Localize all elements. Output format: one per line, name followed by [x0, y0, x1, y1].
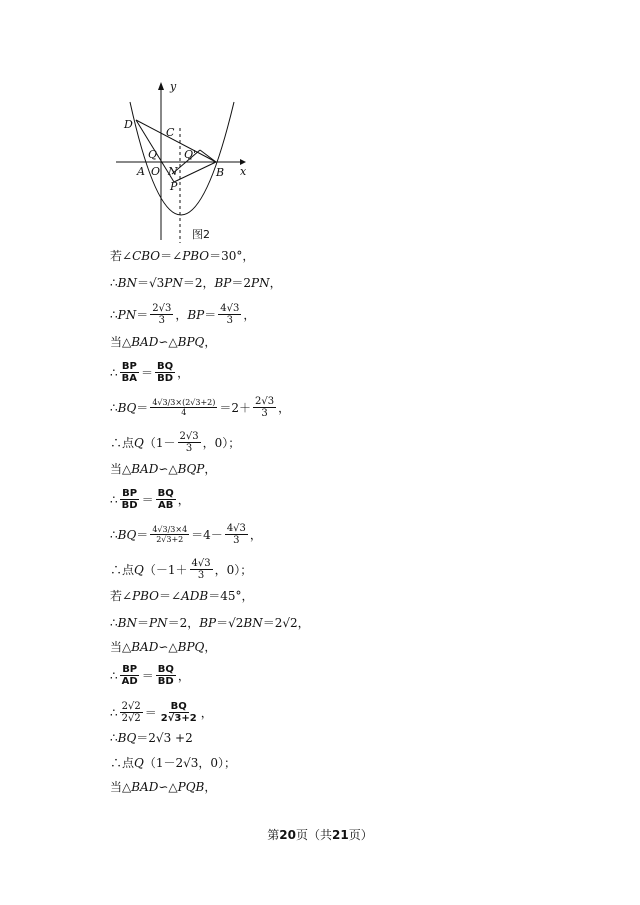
text: ∴点 — [110, 562, 135, 577]
numerator: 2√3 — [255, 396, 275, 407]
angle-name: CBO — [132, 249, 161, 263]
fraction — [120, 488, 140, 511]
text: ， — [278, 400, 291, 415]
text: ＝∠ — [159, 589, 182, 603]
text: ， — [177, 492, 190, 507]
line-5 — [110, 361, 189, 384]
denominator: BD — [121, 500, 138, 511]
text: 若∠ — [110, 589, 133, 603]
line-18 — [110, 756, 236, 770]
total-pages: 21 — [332, 828, 349, 842]
line-6 — [110, 396, 290, 419]
fraction — [120, 701, 143, 724]
text: ＝2， — [167, 616, 200, 630]
var: PN — [148, 616, 168, 630]
line-14 — [110, 640, 216, 654]
figure-caption: 图2 — [192, 228, 210, 241]
var: PN — [117, 307, 137, 322]
therefore: ∴ — [110, 705, 118, 720]
text: ＝2√3 +2 — [136, 731, 193, 745]
label-C: C — [166, 126, 175, 139]
text: ， — [243, 307, 256, 322]
line-11 — [110, 558, 252, 581]
numerator: 2√3 — [179, 431, 199, 442]
text: ＝ — [136, 527, 149, 542]
y-axis-arrow — [158, 82, 164, 90]
var: PN — [251, 276, 270, 290]
denominator: 3 — [233, 535, 240, 546]
denominator: 3 — [197, 570, 205, 581]
var: BP — [187, 307, 205, 322]
therefore: ∴ — [110, 365, 118, 380]
text: ＝45°， — [208, 589, 254, 603]
text: ， — [269, 276, 282, 290]
denominator: BD — [157, 676, 174, 687]
therefore: ∴ — [110, 400, 118, 415]
var: PN — [164, 276, 183, 290]
numerator: 4√3 — [220, 303, 240, 314]
therefore: ∴ — [110, 731, 118, 745]
triangle-name: PQB — [177, 780, 205, 794]
numerator: BQ — [157, 488, 174, 499]
fraction — [218, 303, 241, 326]
text: ＝ — [136, 400, 149, 415]
text: 当△ — [110, 335, 132, 349]
var: Q — [134, 435, 144, 450]
denominator: BA — [121, 373, 138, 384]
text: ＝√2 — [216, 616, 244, 630]
numerator: 4√3/3×(2√3+2) — [152, 398, 216, 407]
var: BP — [214, 276, 232, 290]
var: BN — [117, 616, 137, 630]
text: ， — [204, 335, 217, 349]
text: ， — [175, 307, 188, 322]
text: ， — [200, 705, 213, 720]
triangle-name: BAD — [131, 462, 159, 476]
var: BQ — [117, 731, 137, 745]
var: BN — [117, 276, 137, 290]
page-number: 20 — [279, 828, 296, 842]
numerator: BQ — [157, 664, 174, 675]
label-P: P — [170, 180, 178, 193]
triangle-name: BQP — [177, 462, 205, 476]
numerator: 4√3 — [226, 523, 246, 534]
parabola — [130, 102, 234, 215]
line-8 — [110, 462, 216, 476]
line-15 — [110, 664, 190, 687]
label-N: N — [168, 165, 178, 178]
var: BP — [199, 616, 217, 630]
line-9 — [110, 488, 190, 511]
label-Q: Q — [148, 148, 158, 161]
label-A: A — [137, 165, 145, 178]
text: ， — [204, 640, 217, 654]
line-2 — [110, 276, 282, 290]
text: 若∠ — [110, 249, 133, 263]
line-7 — [110, 431, 240, 454]
footer-text: 页） — [348, 828, 373, 842]
line-10 — [110, 523, 262, 546]
line-12 — [110, 589, 253, 603]
fraction — [225, 523, 248, 546]
denominator: 3 — [185, 443, 193, 454]
var: Q — [134, 756, 144, 770]
text: ∴点 — [110, 435, 135, 450]
text: ＝2， — [182, 276, 215, 290]
denominator: AB — [157, 500, 174, 511]
text: ＝2√2， — [262, 616, 310, 630]
label-D: D — [124, 118, 133, 131]
fraction — [150, 525, 189, 544]
denominator: 3 — [158, 315, 165, 326]
line-3 — [110, 303, 255, 326]
text: （1－2√3，0）； — [143, 756, 237, 770]
numerator: 2√3 — [152, 303, 172, 314]
text: ＝ — [136, 307, 149, 322]
text: ∽△ — [158, 640, 178, 654]
triangle-name: BAD — [131, 780, 159, 794]
label-O: O — [151, 165, 161, 178]
text: ， — [204, 780, 217, 794]
text: ＝2＋ — [219, 400, 252, 415]
line-16 — [110, 701, 213, 724]
numerator: BQ — [170, 701, 187, 712]
denominator: AD — [121, 676, 138, 687]
numerator: BP — [121, 361, 137, 372]
text: ＝ — [141, 492, 154, 507]
numerator: 4√3/3×4 — [152, 525, 188, 534]
text: ＝ — [144, 705, 157, 720]
fraction — [150, 398, 217, 417]
var: Q — [134, 562, 144, 577]
therefore: ∴ — [110, 276, 118, 290]
numerator: BQ — [157, 361, 174, 372]
denominator: 2√2 — [121, 713, 141, 724]
fraction — [178, 431, 201, 454]
fraction — [253, 396, 276, 419]
line-13 — [110, 616, 310, 630]
fraction — [120, 664, 140, 687]
numerator: 2√2 — [121, 701, 141, 712]
angle-name: PBO — [182, 249, 210, 263]
text: ＝2 — [231, 276, 252, 290]
line-1 — [110, 249, 254, 263]
fraction — [156, 664, 176, 687]
triangle-name: BPQ — [177, 335, 205, 349]
geometry-figure — [112, 78, 252, 243]
text: ∽△ — [158, 462, 178, 476]
text: ＝∠ — [160, 249, 183, 263]
var: BQ — [117, 527, 137, 542]
text: ＝4－ — [191, 527, 223, 542]
text: ∽△ — [158, 780, 178, 794]
denominator: 4 — [181, 408, 187, 417]
denominator: 2√3+2 — [156, 535, 184, 544]
numerator: BP — [122, 664, 138, 675]
text: ，0）； — [214, 562, 253, 577]
text: 当△ — [110, 780, 132, 794]
numerator: BP — [122, 488, 138, 499]
text: 当△ — [110, 462, 132, 476]
fraction — [155, 361, 175, 384]
therefore: ∴ — [110, 668, 118, 683]
line-4 — [110, 335, 216, 349]
text: ＝ — [141, 365, 154, 380]
therefore: ∴ — [110, 492, 118, 507]
denominator: 3 — [261, 408, 268, 419]
text: 当△ — [110, 640, 132, 654]
footer-text: 页（共 — [295, 828, 332, 842]
numerator: 4√3 — [191, 558, 211, 569]
fraction — [159, 701, 199, 724]
var: BN — [243, 616, 263, 630]
angle-name: ADB — [181, 589, 209, 603]
triangle-name: BAD — [131, 335, 159, 349]
footer-text: 第 — [267, 828, 280, 842]
var: BQ — [117, 400, 137, 415]
text: ，0）； — [202, 435, 241, 450]
text: ＝√3 — [136, 276, 165, 290]
denominator: BD — [157, 373, 174, 384]
denominator: 2√3+2 — [160, 713, 197, 724]
denominator: 3 — [226, 315, 234, 326]
text: ∽△ — [158, 335, 178, 349]
page-footer — [0, 826, 640, 843]
line-17 — [110, 731, 193, 745]
text: ， — [177, 365, 190, 380]
text: ＝ — [204, 307, 217, 322]
label-Q-prime: Q' — [184, 148, 197, 161]
text: （1－ — [143, 435, 176, 450]
segment-Q2B — [200, 150, 216, 162]
triangle-name: BPQ — [177, 640, 205, 654]
fraction — [120, 361, 139, 384]
text: ， — [177, 668, 190, 683]
angle-name: PBO — [132, 589, 160, 603]
therefore: ∴ — [110, 527, 118, 542]
fraction — [190, 558, 213, 581]
text: ＝ — [141, 668, 154, 683]
text: ， — [204, 462, 217, 476]
text: ， — [249, 527, 262, 542]
therefore: ∴ — [110, 616, 118, 630]
fraction — [150, 303, 173, 326]
fraction — [156, 488, 176, 511]
text: ∴点 — [110, 756, 135, 770]
triangle-name: BAD — [131, 640, 159, 654]
label-B: B — [216, 166, 225, 179]
label-x: x — [240, 165, 247, 178]
line-19 — [110, 780, 216, 794]
text: ＝ — [136, 616, 149, 630]
text: （－1＋ — [143, 562, 188, 577]
text: ＝30°， — [209, 249, 255, 263]
therefore: ∴ — [110, 307, 118, 322]
label-y: y — [170, 80, 177, 93]
